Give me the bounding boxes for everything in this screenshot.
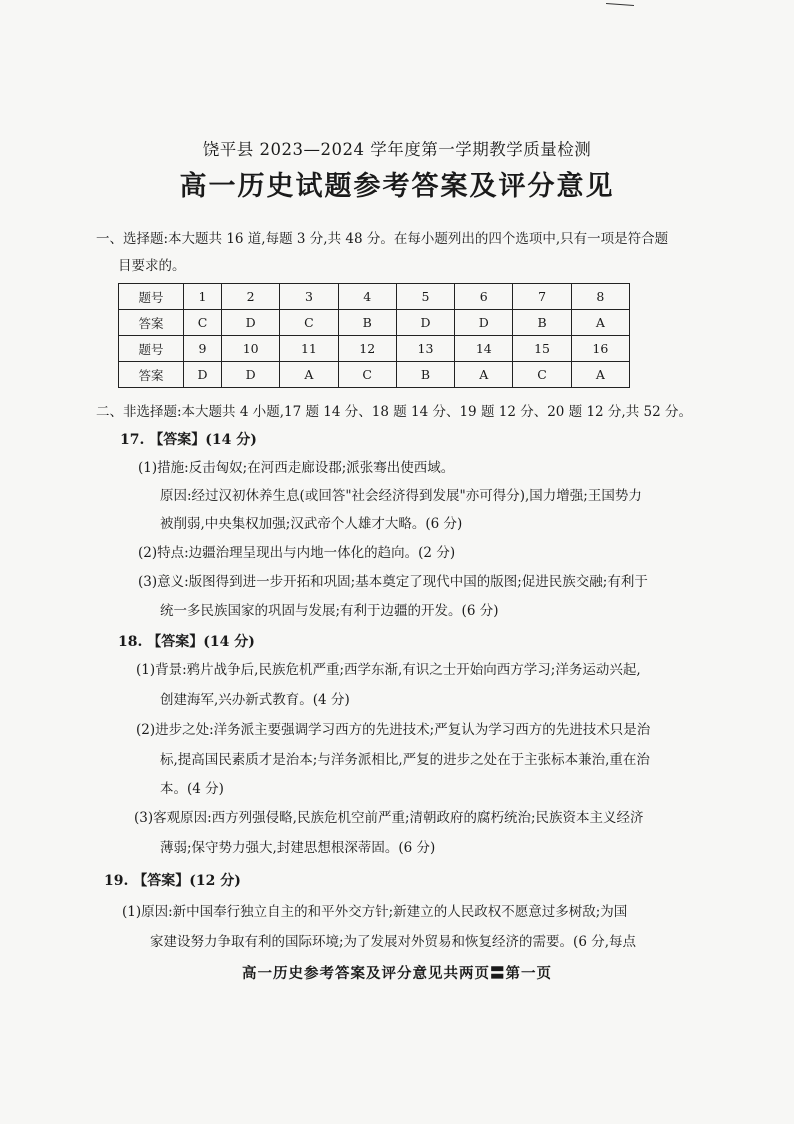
- table-cell: C: [338, 362, 396, 388]
- table-cell: 10: [222, 336, 280, 362]
- scan-mark: [606, 3, 634, 6]
- row-header-cell: 题号: [119, 284, 184, 310]
- table-cell: 12: [338, 336, 396, 362]
- q17-line: 被削弱,中央集权加强;汉武帝个人雄才大略。(6 分): [160, 516, 463, 532]
- table-cell: 5: [396, 284, 454, 310]
- q17-line: 原因:经过汉初休养生息(或回答"社会经济得到发展"亦可得分),国力增强;王国势力: [160, 488, 642, 504]
- table-cell: A: [280, 362, 338, 388]
- q19-line: (1)原因:新中国奉行独立自主的和平外交方针;新建立的人民政权不愿意过多树敌;为国: [122, 904, 628, 920]
- section1-intro-cont: 目要求的。: [118, 258, 186, 274]
- q17-line: (3)意义:版图得到进一步开拓和巩固;基本奠定了现代中国的版图;促进民族交融;有利于: [138, 574, 648, 590]
- table-cell: B: [513, 310, 571, 336]
- table-cell: 6: [455, 284, 513, 310]
- q18-line: 本。(4 分): [160, 781, 224, 797]
- table-cell: C: [184, 310, 222, 336]
- section2-intro: 二、非选择题:本大题共 4 小题,17 题 14 分、18 题 14 分、19 题 12 分、20 题 12 分,共 52 分。: [96, 404, 692, 420]
- section1-intro: 一、选择题:本大题共 16 道,每题 3 分,共 48 分。在每小题列出的四个选项中,只有一项是符合题: [96, 231, 669, 247]
- q17-line: 统一多民族国家的巩固与发展;有利于边疆的开发。(6 分): [160, 603, 499, 619]
- table-cell: A: [571, 310, 629, 336]
- q18-line: (1)背景:鸦片战争后,民族危机严重;西学东渐,有识之士开始向西方学习;洋务运动兴起,: [136, 662, 641, 678]
- table-cell: 11: [280, 336, 338, 362]
- q18-line: (2)进步之处:洋务派主要强调学习西方的先进技术;严复认为学习西方的先进技术只是治: [136, 722, 651, 738]
- row-header-cell: 题号: [119, 336, 184, 362]
- table-cell: 15: [513, 336, 571, 362]
- table-cell: C: [513, 362, 571, 388]
- answer-table: [118, 283, 630, 388]
- table-cell: 13: [396, 336, 454, 362]
- table-cell: 2: [222, 284, 280, 310]
- table-cell: 1: [184, 284, 222, 310]
- table-cell: 8: [571, 284, 629, 310]
- q19-line: 家建设努力争取有利的国际环境;为了发展对外贸易和恢复经济的需要。(6 分,每点: [150, 934, 636, 950]
- table-row: [119, 310, 630, 336]
- table-cell: 4: [338, 284, 396, 310]
- q18-line: 创建海军,兴办新式教育。(4 分): [160, 692, 350, 708]
- q18-heading: 18. 【答案】(14 分): [118, 634, 255, 650]
- q18-line: 薄弱;保守势力强大,封建思想根深蒂固。(6 分): [160, 840, 436, 856]
- table-cell: 16: [571, 336, 629, 362]
- table-cell: D: [222, 362, 280, 388]
- table-cell: D: [184, 362, 222, 388]
- row-header-cell: 答案: [119, 362, 184, 388]
- table-cell: 9: [184, 336, 222, 362]
- table-cell: A: [571, 362, 629, 388]
- table-row: [119, 284, 630, 310]
- q18-line: 标,提高国民素质才是治本;与洋务派相比,严复的进步之处在于主张标本兼治,重在治: [160, 752, 650, 768]
- q18-line: (3)客观原因:西方列强侵略,民族危机空前严重;清朝政府的腐朽统治;民族资本主义经济: [134, 810, 644, 826]
- table-cell: 14: [455, 336, 513, 362]
- table-cell: D: [455, 310, 513, 336]
- table-cell: 7: [513, 284, 571, 310]
- page-footer: 高一历史参考答案及评分意见共两页〓第一页: [242, 965, 552, 982]
- q17-heading: 17. 【答案】(14 分): [120, 432, 257, 448]
- table-cell: 3: [280, 284, 338, 310]
- exam-subtitle: 饶平县 2023—2024 学年度第一学期教学质量检测: [202, 140, 592, 159]
- q17-line: (1)措施:反击匈奴;在河西走廊设郡;派张骞出使西域。: [138, 460, 455, 476]
- table-cell: C: [280, 310, 338, 336]
- table-cell: A: [455, 362, 513, 388]
- document-title: 高一历史试题参考答案及评分意见: [179, 171, 615, 202]
- table-cell: B: [338, 310, 396, 336]
- table-row: [119, 336, 630, 362]
- table-cell: D: [396, 310, 454, 336]
- q19-heading: 19. 【答案】(12 分): [104, 873, 241, 889]
- table-cell: B: [396, 362, 454, 388]
- row-header-cell: 答案: [119, 310, 184, 336]
- table-row: [119, 362, 630, 388]
- table-cell: D: [222, 310, 280, 336]
- q17-line: (2)特点:边疆治理呈现出与内地一体化的趋向。(2 分): [138, 545, 456, 561]
